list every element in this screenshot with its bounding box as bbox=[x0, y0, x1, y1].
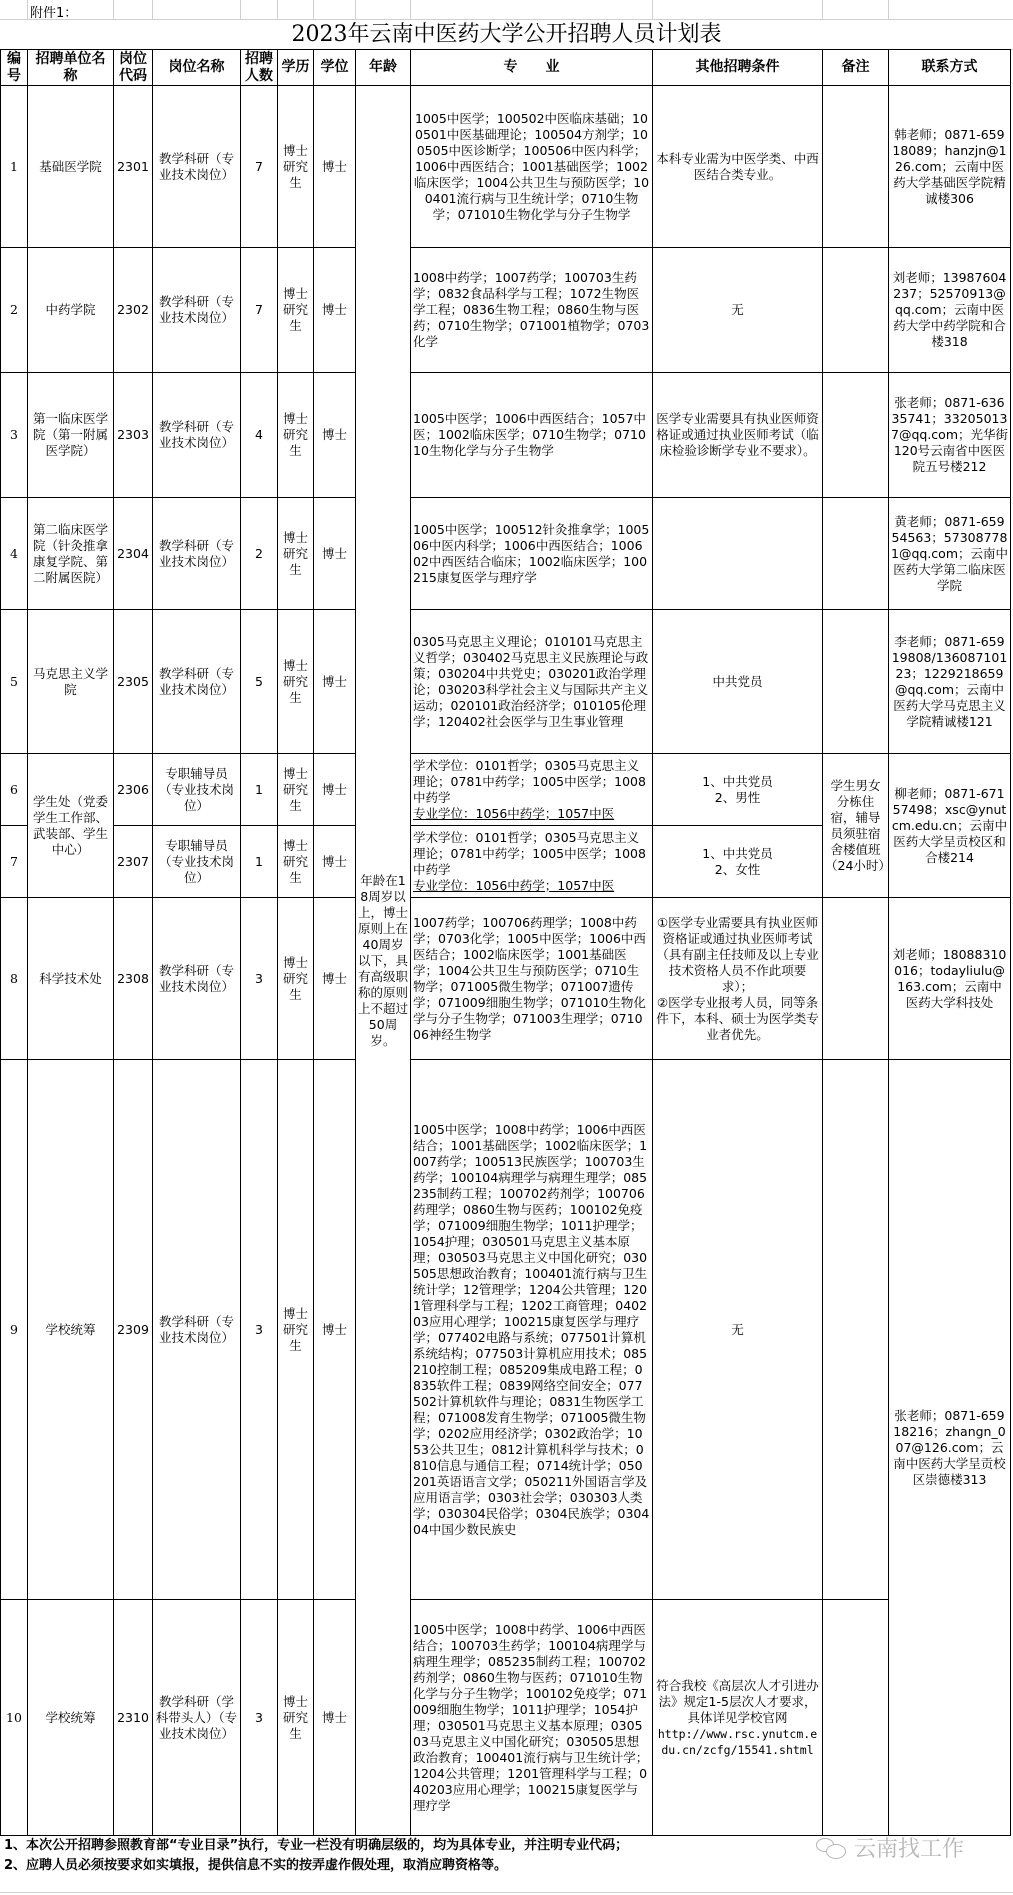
major-professional: 专业学位：1056中药学；1057中医 bbox=[413, 805, 615, 821]
footnote-2: 2、应聘人员必须按要求如实填报，提供信息不实的按弄虚作假处理，取消应聘资格等。 bbox=[4, 1858, 508, 1873]
header-code: 岗位代码 bbox=[114, 50, 153, 86]
major-academic: 学术学位：0101哲学；0305马克思主义理论；0781中药学；1005中医学；1008中药学 bbox=[413, 757, 646, 805]
row-code: 2306 bbox=[114, 754, 153, 826]
row-education: 博士研究生 bbox=[278, 610, 314, 754]
row-no: 4 bbox=[1, 498, 28, 610]
table-row bbox=[1, 498, 1011, 610]
row-code: 2310 bbox=[114, 1600, 153, 1836]
row-education: 博士研究生 bbox=[278, 754, 314, 826]
row-code: 2307 bbox=[114, 826, 153, 898]
row-major bbox=[411, 754, 653, 826]
row-contact: 李老师；0871-65919808/13608710123；1229218659@qq.com；云南中医药大学马克思主义学院精诚楼121 bbox=[889, 610, 1011, 754]
row-other-conditions: 本科专业需为中医学类、中西医结合类专业。 bbox=[653, 86, 823, 248]
row-unit: 第一临床医学院（第一附属医学院） bbox=[28, 373, 114, 498]
row-count: 3 bbox=[241, 1600, 278, 1836]
row-degree: 博士 bbox=[314, 1600, 356, 1836]
row-remark bbox=[823, 498, 889, 610]
row-major: 1005中医学；1006中西医结合；1057中医；1002临床医学；0710生物学；071010生物化学与分子生物学 bbox=[411, 373, 653, 498]
row-code: 2309 bbox=[114, 1060, 153, 1600]
row-contact: 柳老师；0871-67157498；xsc@ynutcm.edu.cn；云南中医药大学呈贡校区和合楼214 bbox=[889, 754, 1011, 898]
footnotes bbox=[4, 1836, 628, 1876]
spreadsheet-top-row bbox=[0, 0, 1013, 20]
row-code: 2305 bbox=[114, 610, 153, 754]
row-no: 1 bbox=[1, 86, 28, 248]
row-unit: 学校统筹 bbox=[28, 1600, 114, 1836]
row-remark bbox=[823, 86, 889, 248]
row-degree: 博士 bbox=[314, 1060, 356, 1600]
row-degree: 博士 bbox=[314, 248, 356, 373]
header-contact: 联系方式 bbox=[889, 50, 1011, 86]
row-position: 教学科研（专业技术岗位） bbox=[153, 898, 241, 1060]
row-other-conditions bbox=[653, 498, 823, 610]
header-age: 年龄 bbox=[356, 50, 411, 86]
row-position: 教学科研（学科带头人）（专业技术岗位） bbox=[153, 1600, 241, 1836]
row-degree: 博士 bbox=[314, 373, 356, 498]
row-education: 博士研究生 bbox=[278, 248, 314, 373]
condition-1: 1、中共党员 bbox=[702, 773, 773, 789]
row-position: 专职辅导员（专业技术岗位） bbox=[153, 754, 241, 826]
header-position: 岗位名称 bbox=[153, 50, 241, 86]
row-remark bbox=[823, 1600, 889, 1836]
table-row bbox=[1, 898, 1011, 1060]
row-major: 1005中医学；100512针灸推拿学；100506中医内科学；1006中西医结合；100602中西医结合临床；1002临床医学；100215康复医学与理疗学 bbox=[411, 498, 653, 610]
row-education: 博士研究生 bbox=[278, 86, 314, 248]
wechat-icon bbox=[816, 1836, 848, 1860]
row-position: 教学科研（专业技术岗位） bbox=[153, 373, 241, 498]
recruitment-plan-table bbox=[0, 49, 1011, 1836]
row-remark bbox=[823, 898, 889, 1060]
row-no: 9 bbox=[1, 1060, 28, 1600]
row-unit: 第二临床医学院（针灸推拿康复学院、第二附属医院） bbox=[28, 498, 114, 610]
row-degree: 博士 bbox=[314, 86, 356, 248]
row-major: 1005中医学；1008中药学、1006中西医结合；100703生药学；100104病理学与病理生理学；085235制药工程；100702药剂学；0860生物与医药；071010生物化学与分子生物学；100102免疫学；071009细胞生物学；1011护理学；1054护理；030501马克思主义基本原理；030503马克思主义中国化研究；030505思想政治教育；100401流行病与卫生统计学；1204公共管理；1201管理科学与工程；040203应用心理学；100215康复医学与理疗学 bbox=[411, 1600, 653, 1836]
header-major: 专 业 bbox=[411, 50, 653, 86]
header-no: 编号 bbox=[1, 50, 28, 86]
table-row bbox=[1, 248, 1011, 373]
row-unit: 马克思主义学院 bbox=[28, 610, 114, 754]
header-count: 招聘人数 bbox=[241, 50, 278, 86]
condition-1: 1、中共党员 bbox=[702, 845, 773, 861]
row-no: 6 bbox=[1, 754, 28, 826]
header-row bbox=[1, 50, 1011, 86]
row-contact: 张老师；0871-65918216；zhangn_007@126.com；云南中医药大学呈贡校区崇德楼313 bbox=[889, 1060, 1011, 1836]
row-code: 2308 bbox=[114, 898, 153, 1060]
row-count: 7 bbox=[241, 86, 278, 248]
row-code: 2301 bbox=[114, 86, 153, 248]
row-count: 1 bbox=[241, 754, 278, 826]
row-position: 教学科研（专业技术岗位） bbox=[153, 610, 241, 754]
row-education: 博士研究生 bbox=[278, 498, 314, 610]
row-count: 3 bbox=[241, 1060, 278, 1600]
row-contact: 张老师；0871-63635741；332050137@qq.com；光华街120号云南省中医医院五号楼212 bbox=[889, 373, 1011, 498]
row-other-conditions bbox=[653, 826, 823, 898]
row-remark: 学生男女分栋住宿，辅导员须驻宿舍楼值班（24小时） bbox=[823, 754, 889, 898]
row-other-conditions bbox=[653, 754, 823, 826]
row-no: 2 bbox=[1, 248, 28, 373]
row-position: 专职辅导员（专业技术岗位） bbox=[153, 826, 241, 898]
row-code: 2303 bbox=[114, 373, 153, 498]
row-education: 博士研究生 bbox=[278, 1600, 314, 1836]
table-row bbox=[1, 1060, 1011, 1600]
row-major: 1008中药学；1007药学；100703生药学；0832食品科学与工程；1072生物医学工程；0836生物工程；0860生物与医药；0710生物学；071001植物学；0703化学 bbox=[411, 248, 653, 373]
page-title: 2023年云南中医药大学公开招聘人员计划表 bbox=[0, 20, 1013, 50]
row-count: 5 bbox=[241, 610, 278, 754]
row-unit: 学生处（党委学生工作部、武装部、学生中心） bbox=[28, 754, 114, 898]
row-remark bbox=[823, 1060, 889, 1600]
table-row bbox=[1, 86, 1011, 248]
watermark-text: 云南找工作 bbox=[854, 1837, 965, 1862]
age-requirement: 年龄在18周岁以上，博士原则上在40周岁以下，具有高级职称的原则上不超过50周岁。 bbox=[356, 86, 411, 1836]
row-no: 10 bbox=[1, 1600, 28, 1836]
row-major: 0305马克思主义理论；010101马克思主义哲学；030402马克思主义民族理论与政策；030204中共党史；030201政治学理论；030203科学社会主义与国际共产主义运动；020101政治经济学；010105伦理学；120402社会医学与卫生事业管理 bbox=[411, 610, 653, 754]
header-remark: 备注 bbox=[823, 50, 889, 86]
row-no: 3 bbox=[1, 373, 28, 498]
row-count: 2 bbox=[241, 498, 278, 610]
row-other-conditions: 无 bbox=[653, 248, 823, 373]
row-major: 1005中医学；1008中药学；1006中西医结合；1001基础医学；1002临床医学；1007药学；100513民族医学；100703生药学；100104病理学与病理生理学；085235制药工程；100702药剂学；100706药理学；0860生物与医药；100102免疫学；071009细胞生物学；1011护理学；1054护理；030501马克思主义基本原理；030503马克思主义中国化研究；030505思想政治教育；100401流行病与卫生统计学；12管理学；1204公共管理；1201管理科学与工程；1202工商管理；040203应用心理学；100215康复医学与理疗学；077402电路与系统；077501计算机系统结构；077503计算机应用技术；085210控制工程；085209集成电路工程；0835软件工程；0839网络空间安全；077502计算机软件与理论；0831生物医学工程；071008发育生物学；071005微生物学；0202应用经济学；0302政治学；1053公共卫生；0812计算机科学与技术；0810信息与通信工程；0714统计学；050201英语语言文学；050211外国语言学及应用语言学；0303社会学；030303人类学；030304民俗学；0304民族学；030404中国少数民族史 bbox=[411, 1060, 653, 1600]
row-count: 7 bbox=[241, 248, 278, 373]
row-education: 博士研究生 bbox=[278, 826, 314, 898]
row-contact: 刘老师；18088310016；todayliulu@163.com；云南中医药大学科技处 bbox=[889, 898, 1011, 1060]
row-other-conditions bbox=[653, 1600, 823, 1836]
row-major: 1007药学；100706药理学；1008中药学；0703化学；1005中医学；1006中西医结合；1002临床医学；1001基础医学；1004公共卫生与预防医学；0710生物学；071005微生物学；071007遗传学；071009细胞生物学；071010生物化学与分子生物学；071003生理学；071006神经生物学 bbox=[411, 898, 653, 1060]
row-degree: 博士 bbox=[314, 754, 356, 826]
row-no: 7 bbox=[1, 826, 28, 898]
table-row bbox=[1, 373, 1011, 498]
header-other: 其他招聘条件 bbox=[653, 50, 823, 86]
row-remark bbox=[823, 373, 889, 498]
row-position: 教学科研（专业技术岗位） bbox=[153, 248, 241, 373]
major-professional: 专业学位：1056中药学；1057中医 bbox=[413, 877, 615, 893]
row-position: 教学科研（专业技术岗位） bbox=[153, 1060, 241, 1600]
row-unit: 科学技术处 bbox=[28, 898, 114, 1060]
row-code: 2302 bbox=[114, 248, 153, 373]
table-row bbox=[1, 610, 1011, 754]
footnote-1: 1、本次公开招聘参照教育部“专业目录”执行，专业一栏没有明确层级的，均为具体专业，并注明专业代码； bbox=[4, 1838, 629, 1853]
row-degree: 博士 bbox=[314, 826, 356, 898]
row-other-conditions: 无 bbox=[653, 1060, 823, 1600]
row-count: 3 bbox=[241, 898, 278, 1060]
row-contact: 韩老师；0871-65918089；hanzjn@126.com；云南中医药大学基础医学院精诚楼306 bbox=[889, 86, 1011, 248]
sheet-bottom-border bbox=[0, 1892, 1013, 1893]
row-education: 博士研究生 bbox=[278, 373, 314, 498]
row-unit: 中药学院 bbox=[28, 248, 114, 373]
watermark bbox=[816, 1832, 964, 1863]
row-major: 1005中医学；100502中医临床基础；100501中医基础理论；100504方剂学；100505中医诊断学；100506中医内科学；1006中西医结合；1001基础医学；1002临床医学；1004公共卫生与预防医学；100401流行病与卫生统计学；0710生物学；071010生物化学与分子生物学 bbox=[411, 86, 653, 248]
row-education: 博士研究生 bbox=[278, 1060, 314, 1600]
row-unit: 学校统筹 bbox=[28, 1060, 114, 1600]
row-degree: 博士 bbox=[314, 610, 356, 754]
row-contact: 刘老师；13987604237；52570913@qq.com；云南中医药大学中药学院和合楼318 bbox=[889, 248, 1011, 373]
table-row bbox=[1, 754, 1011, 826]
row-degree: 博士 bbox=[314, 498, 356, 610]
row-code: 2304 bbox=[114, 498, 153, 610]
row-major bbox=[411, 826, 653, 898]
row-other-conditions: 中共党员 bbox=[653, 610, 823, 754]
row-position: 教学科研（专业技术岗位） bbox=[153, 86, 241, 248]
header-unit: 招聘单位名称 bbox=[28, 50, 114, 86]
condition-2: 2、女性 bbox=[714, 861, 761, 877]
row-unit: 基础医学院 bbox=[28, 86, 114, 248]
condition-1: ①医学专业需要具有执业医师资格证或通过执业医师考试（具有副主任技师及以上专业技术资格人员不作此项要求）； bbox=[656, 914, 819, 994]
row-other-conditions bbox=[653, 898, 823, 1060]
row-remark bbox=[823, 248, 889, 373]
header-education: 学历 bbox=[278, 50, 314, 86]
row-no: 8 bbox=[1, 898, 28, 1060]
row-other-conditions: 医学专业需要具有执业医师资格证或通过执业医师考试（临床检验诊断学专业不要求）。 bbox=[653, 373, 823, 498]
row-no: 5 bbox=[1, 610, 28, 754]
condition-text: 符合我校《高层次人才引进办法》规定1-5层次人才要求，具体详见学校官网 bbox=[656, 1677, 819, 1725]
condition-2: ②医学专业报考人员，同等条件下，本科、硕士为医学类专业者优先。 bbox=[656, 994, 819, 1042]
attachment-label: 附件1： bbox=[30, 6, 78, 21]
row-position: 教学科研（专业技术岗位） bbox=[153, 498, 241, 610]
major-academic: 学术学位：0101哲学；0305马克思主义理论；0781中药学；1005中医学；1008中药学 bbox=[413, 829, 646, 877]
row-remark bbox=[823, 610, 889, 754]
table-row bbox=[1, 1600, 1011, 1836]
row-contact: 黄老师；0871-65954563；573087781@qq.com；云南中医药大学第二临床医学院 bbox=[889, 498, 1011, 610]
official-website-link[interactable]: http://www.rsc.ynutcm.edu.cn/zcfg/15541.shtml bbox=[657, 1726, 818, 1757]
row-count: 4 bbox=[241, 373, 278, 498]
row-count: 1 bbox=[241, 826, 278, 898]
condition-2: 2、男性 bbox=[714, 789, 761, 805]
row-education: 博士研究生 bbox=[278, 898, 314, 1060]
row-degree: 博士 bbox=[314, 898, 356, 1060]
header-degree: 学位 bbox=[314, 50, 356, 86]
